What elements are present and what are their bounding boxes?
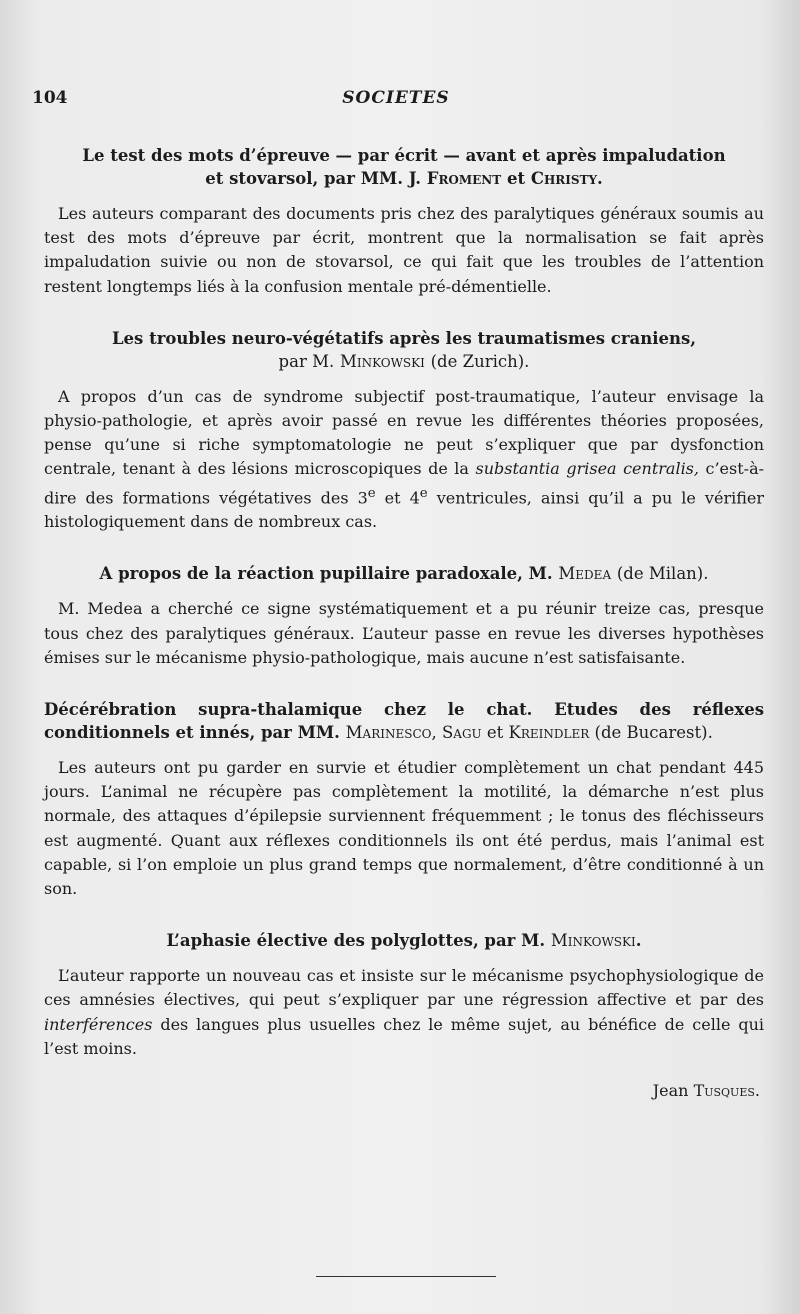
article-title (44, 929, 764, 952)
body-text-2: des langues plus usuelles chez le même sujet, au bénéfice de celle qui l’est moins. (44, 1014, 764, 1058)
title-text: Décérébration supra-thalamique chez le chat. Etudes des réflexes conditionnels et innés, par MM. (44, 699, 764, 742)
title-end: . (635, 931, 642, 951)
body-text-1: L’auteur rapporte un nouveau cas et insiste sur le mécanisme psychophysiologique de ces amnésies électives, qui peut s’expliquer par une régression affective et par des (44, 966, 764, 1010)
article-body: Les auteurs ont pu garder en survie et étudier complètement un chat pendant 445 jours. L’animal ne récupère pas complètement la motilité, la démarche n’est plus normale, des attaques d’épilepsie surviennent fréquemment ; le tonus des fléchisseurs est augmenté. Quant aux réflexes conditionnels ils ont été perdus, mais l’animal est capable, si l’on emploie un plus grand temps que normalement, d’être conditionné à un son. (44, 757, 764, 898)
superscript: e (367, 485, 376, 501)
author-name: Medea (558, 564, 612, 584)
article-body (44, 964, 764, 1061)
author-sep: , (431, 722, 442, 742)
title-text: Les troubles neuro-végétatifs après les traumatismes craniens, (111, 328, 697, 348)
author-name: Christy (530, 169, 598, 188)
body-text-2: c’est-à-dire des formations végétatives des 3 (44, 459, 765, 507)
article-title (44, 144, 764, 190)
author-name: Minkowski (339, 351, 425, 371)
signature-end: . (754, 1081, 760, 1100)
signature-first: Jean (652, 1081, 689, 1100)
article-body: M. Medea a cherché ce signe systématiquement et a pu réunir treize cas, presque tous chez des paralytiques généraux. L’auteur passe en revue les diverses hypothèses émises sur le mécanisme physio-pathologique, mais aucune n’est satisfaisante. (44, 599, 764, 667)
article-body (44, 385, 764, 535)
article-mots-epreuve (44, 144, 764, 299)
title-end: . (597, 169, 603, 188)
title-place: (de Milan). (616, 564, 709, 584)
author-name: Minkowski (550, 931, 636, 951)
title-text: L’aphasie élective des polyglottes, par M. (166, 931, 546, 951)
title-text: A propos de la réaction pupillaire paradoxale, M. (99, 564, 553, 584)
article-title (44, 327, 764, 373)
body-italic: substantia grisea centralis, (475, 459, 699, 479)
page-header (32, 88, 760, 114)
author-name: Kreindler (508, 722, 590, 742)
author-sep: et (481, 722, 509, 742)
title-by: par M. (278, 351, 335, 371)
section-rule (316, 1276, 496, 1277)
author-name: Marinesco (345, 722, 432, 742)
article-body: Les auteurs comparant des documents pris chez des paralytiques généraux soumis au test des mots d’épreuve par écrit, montrent que la normalisation se fait après impaludation suivie ou non de stovarsol, ce qui fait que les troubles de l’attention restent longtemps liés à la confusion mentale pré-démentielle. (44, 204, 764, 296)
title-place: (de Zurich). (430, 351, 530, 371)
title-text: Le test des mots d’épreuve — par écrit — avant et après impaludation et stovarsol, par MM. J. (82, 146, 726, 188)
author-name: Froment (426, 169, 502, 188)
main-content (44, 144, 764, 1100)
author-name: Sagu (441, 722, 482, 742)
signature (44, 1081, 764, 1100)
article-aphasie-elective (44, 929, 764, 1061)
article-troubles-neuro-vegetatifs (44, 327, 764, 535)
article-reaction-pupillaire (44, 562, 764, 670)
article-decerebration (44, 698, 764, 901)
title-place: (de Bucarest). (589, 722, 713, 742)
body-text-1: A propos d’un cas de syndrome subjectif post-traumatique, l’auteur envisage la physio-pathologie, et après avoir passé en revue les différentes théories proposées, pense qu’une si riche symptomatologie ne peut s’expliquer que par dysfonction centrale, tenant à des lésions microscopiques de la (44, 386, 764, 479)
article-title (44, 698, 764, 744)
page-number: 104 (32, 88, 68, 108)
body-italic: interférences (44, 1014, 153, 1034)
body-text-3: et 4 (375, 487, 420, 507)
running-head: SOCIETES (342, 88, 450, 108)
author-join: et (501, 169, 531, 188)
body-text-4: ventricules, ainsi qu’il a pu le vérifier histologiquement dans de nombreux cas. (44, 487, 764, 532)
signature-last: Tusques (693, 1081, 755, 1100)
article-title (44, 562, 764, 585)
superscript: e (419, 485, 428, 501)
